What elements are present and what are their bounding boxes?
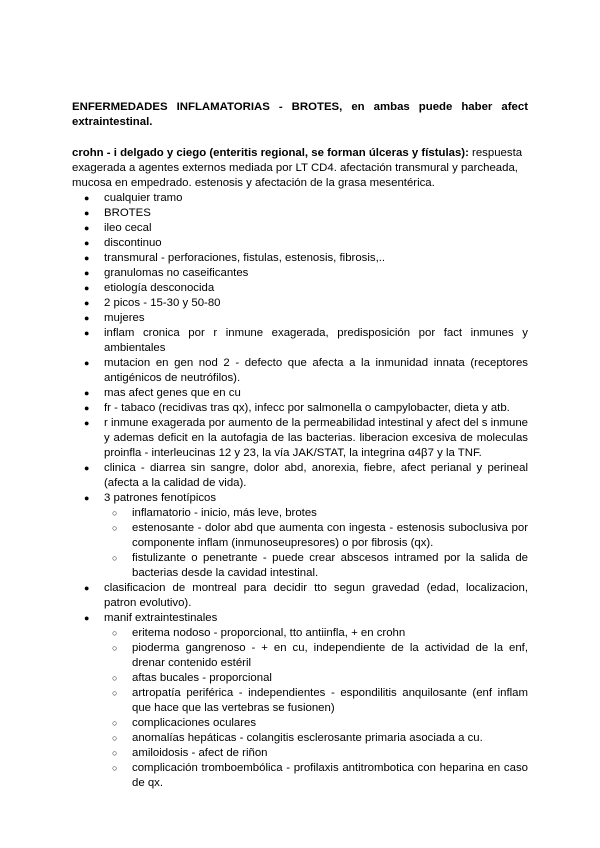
document-page <box>72 100 528 791</box>
bullet-circle-icon: ○ <box>112 643 118 653</box>
bullet-circle-icon: ○ <box>112 688 118 698</box>
list-item: ● mutacion en gen nod 2 - defecto que afecta a la inmunidad innata (receptores antigénicos de neutrófilos). <box>84 357 528 384</box>
bullet-circle-icon: ○ <box>112 748 118 758</box>
bullet-circle-icon: ○ <box>112 673 118 683</box>
bullet-dot-icon: ● <box>84 193 90 203</box>
sublist-item: ○ artropatía periférica - independientes - espondilitis anquilosante (enf inflam que hace que las vertebras se fusionen) <box>112 687 528 714</box>
sublist-item: ○ estenosante - dolor abd que aumenta con ingesta - estenosis suboclusiva por componente inflam (inmunoseupresores) o por fibrosis (qx). <box>112 522 528 549</box>
patrones-sublist <box>104 506 528 581</box>
list-item: ● fr - tabaco (recidivas tras qx), infecc por salmonella o campylobacter, dieta y atb. <box>84 402 510 414</box>
list-item-manif: ● manif extraintestinales ○ eritema nodoso - proporcional, tto antiinfla, + en crohn ○ pioderma gangrenoso - + en cu, independiente de la actividad de la enf, drenar contenido estéril ○ aftas bucales - proporcional ○ artropatía periférica - independientes - espondilitis anquilosante (enf inflam que hace que las vertebras se fusionen) ○ complicaciones oculares ○ anomalías hepáticas - colangitis esclerosante primaria asociada a cu. ○ amiloidosis - afect de riñon ○ complicación tromboembólica - profilaxis antitrombotica con heparina en caso de qx. <box>84 612 528 789</box>
manif-sublist <box>104 626 528 791</box>
bullet-dot-icon: ● <box>84 613 90 623</box>
list-item: ● mujeres <box>84 312 145 324</box>
list-item: ● inflam cronica por r inmune exagerada, predisposición por fact inmunes y ambientales <box>84 327 528 354</box>
sublist-item: ○ amiloidosis - afect de riñon <box>112 747 268 759</box>
list-item: ● granulomas no caseificantes <box>84 267 249 279</box>
bullet-circle-icon: ○ <box>112 718 118 728</box>
bullet-dot-icon: ● <box>84 358 90 368</box>
list-item: ● cualquier tramo <box>84 192 183 204</box>
bullet-circle-icon: ○ <box>112 628 118 638</box>
bullet-circle-icon: ○ <box>112 733 118 743</box>
list-item: ● BROTES <box>84 207 151 219</box>
list-item: ● 2 picos - 15-30 y 50-80 <box>84 297 221 309</box>
bullet-dot-icon: ● <box>84 403 90 413</box>
bullet-dot-icon: ● <box>84 313 90 323</box>
bullet-circle-icon: ○ <box>112 523 118 533</box>
bullet-dot-icon: ● <box>84 418 90 428</box>
bullet-circle-icon: ○ <box>112 508 118 518</box>
list-item: ● clinica - diarrea sin sangre, dolor abd, anorexia, fiebre, afect perianal y perineal (afecta a la calidad de vida). <box>84 462 528 489</box>
bullet-dot-icon: ● <box>84 298 90 308</box>
bullet-dot-icon: ● <box>84 253 90 263</box>
sublist-item: ○ eritema nodoso - proporcional, tto antiinfla, + en crohn <box>112 627 406 639</box>
main-bullet-list <box>72 191 528 791</box>
bullet-dot-icon: ● <box>84 463 90 473</box>
document-heading: ENFERMEDADES INFLAMATORIAS - BROTES, en ambas puede haber afect extraintestinal. <box>72 101 528 128</box>
bullet-dot-icon: ● <box>84 238 90 248</box>
sublist-item: ○ pioderma gangrenoso - + en cu, independiente de la actividad de la enf, drenar contenido estéril <box>112 642 528 669</box>
list-item: ● r inmune exagerada por aumento de la permeabilidad intestinal y afect del s inmune y ademas deficit en la autofagia de las bacterias. liberacion excesiva de moleculas proinfla - interleucinas 12 y 23, la vía JAK/STAT, la integrina α4β7 y la TNF. <box>84 417 528 459</box>
bullet-circle-icon: ○ <box>112 763 118 773</box>
list-item: ● transmural - perforaciones, fistulas, estenosis, fibrosis,.. <box>84 252 386 264</box>
crohn-intro <box>72 146 528 191</box>
bullet-dot-icon: ● <box>84 223 90 233</box>
bullet-dot-icon: ● <box>84 493 90 503</box>
list-item: ● mas afect genes que en cu <box>84 387 241 399</box>
bullet-dot-icon: ● <box>84 388 90 398</box>
crohn-intro-text: respuesta exagerada a agentes externos mediada por LT CD4. afectación transmural y parcheada, mucosa en empedrado. estenosis y afectación de la grasa mesentérica. <box>72 147 523 189</box>
sublist-item: ○ anomalías hepáticas - colangitis esclerosante primaria asociada a cu. <box>112 732 483 744</box>
sublist-item: ○ fistulizante o penetrante - puede crear abscesos intramed por la salida de bacterias desde la cavidad intestinal. <box>112 552 528 579</box>
sublist-item: ○ complicaciones oculares <box>112 717 257 729</box>
sublist-item: ○ inflamatorio - inicio, más leve, brotes <box>112 507 317 519</box>
list-item: ● ileo cecal <box>84 222 152 234</box>
bullet-dot-icon: ● <box>84 208 90 218</box>
bullet-circle-icon: ○ <box>112 553 118 563</box>
bullet-dot-icon: ● <box>84 283 90 293</box>
bullet-dot-icon: ● <box>84 268 90 278</box>
list-item-patrones: ● 3 patrones fenotípicos ○ inflamatorio - inicio, más leve, brotes ○ estenosante - dolor abd que aumenta con ingesta - estenosis suboclusiva por componente inflam (inmunoseupresores) o por fibrosis (qx). ○ fistulizante o penetrante - puede crear abscesos intramed por la salida de bacterias desde la cavidad intestinal. <box>84 492 528 579</box>
list-item: ● clasificacion de montreal para decidir tto segun gravedad (edad, localizacion, patron evolutivo). <box>84 582 528 609</box>
bullet-dot-icon: ● <box>84 328 90 338</box>
sublist-item: ○ aftas bucales - proporcional <box>112 672 272 684</box>
crohn-intro-title: crohn - i delgado y ciego (enteritis regional, se forman úlceras y fístulas): <box>72 147 469 159</box>
list-item: ● discontinuo <box>84 237 162 249</box>
list-item: ● etiología desconocida <box>84 282 215 294</box>
bullet-dot-icon: ● <box>84 583 90 593</box>
sublist-item: ○ complicación tromboembólica - profilaxis antitrombotica con heparina en caso de qx. <box>112 762 528 789</box>
